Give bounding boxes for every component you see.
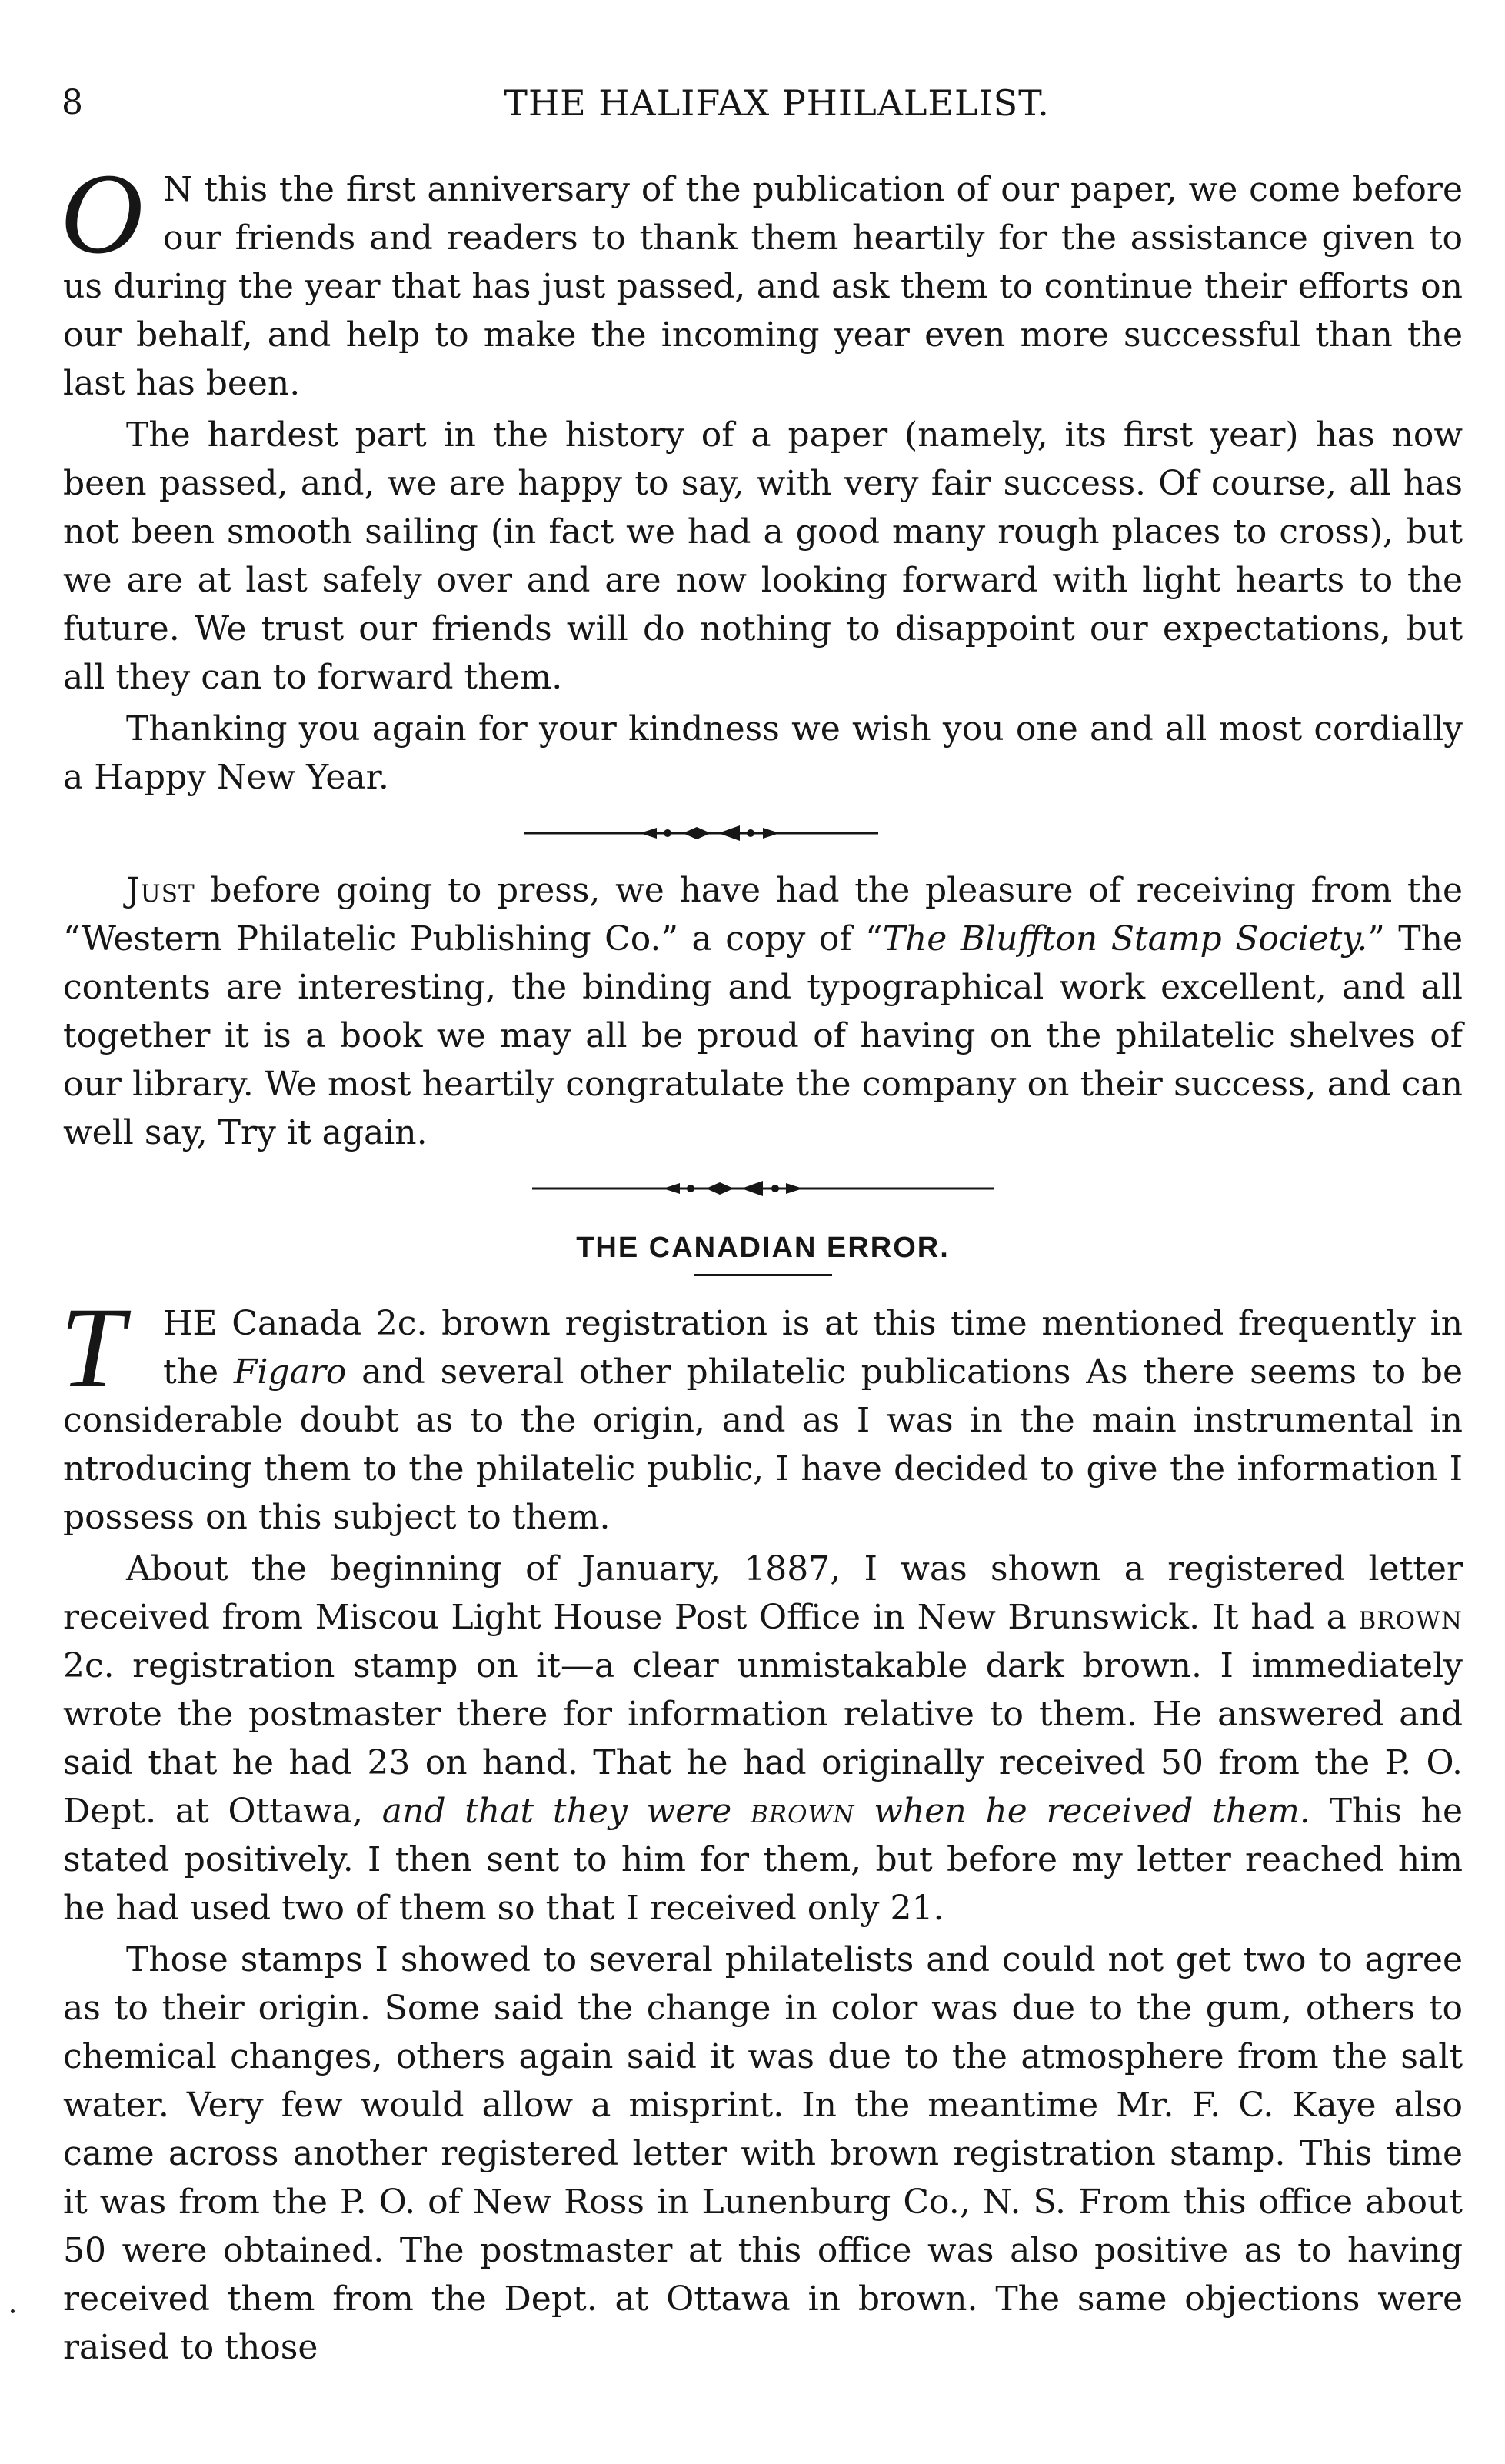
brown-smallcaps-1: brown bbox=[1358, 1598, 1463, 1637]
page-body bbox=[60, 150, 1463, 2372]
drop-cap-o: O bbox=[60, 150, 144, 278]
print-speck bbox=[11, 2309, 15, 2313]
ornamental-rule-2 bbox=[63, 1157, 1463, 1222]
editorial-paragraph-1-text: N this the first anniversary of the publication of our paper, we come before our friends and readers to thank them heartily for the assistance given to us during the year that has just passed, and ask them to continue their efforts on our behalf, and help to make the incoming year even more successful than the last has been. bbox=[63, 170, 1463, 403]
article-p2-italic-b: when he received them. bbox=[854, 1792, 1310, 1831]
page-header bbox=[62, 80, 1461, 134]
page-number: 8 bbox=[62, 83, 83, 122]
figaro-title: Figaro bbox=[233, 1352, 347, 1392]
editorial-paragraph-2: The hardest part in the history of a paper (namely, its first year) has now been passed, and, we are happy to say, with very fair success. Of course, all has not been smooth sailing (in fact we had a good many rough places to cross), but we are at last safely over and are now looking forward with light hearts to the future. We trust our friends will do nothing to disappoint our expectations, but all they can to forward them. bbox=[63, 415, 1463, 697]
brown-smallcaps-2: brown bbox=[751, 1792, 855, 1831]
article-p2-text-a: About the beginning of January, 1887, I was shown a registered letter received from Miscou Light House Post Office in New Brunswick. It had a bbox=[63, 1549, 1463, 1637]
article-p1-text-b: and several other philatelic publications As there seems to be considerable doubt as to the origin, and as I was in the main instrumental in ntroducing them to the philatelic public, I have decided to give the information I possess on this subject to them. bbox=[63, 1352, 1463, 1537]
bluffton-notice-paragraph bbox=[63, 866, 1463, 1157]
ornamental-rule-1 bbox=[63, 802, 1463, 866]
notice-text-a: before going to press, we have had the pleasure of receiving from the “Western Philatelic Publishing Co.” a copy of “ bbox=[63, 871, 1463, 959]
article-paragraph-1 bbox=[60, 1284, 1463, 1542]
editorial-paragraph-1 bbox=[60, 150, 1463, 408]
article-paragraph-2 bbox=[63, 1545, 1463, 1932]
editorial-paragraph-3: Thanking you again for your kindness we wish you one and all most cordially a Happy New Year. bbox=[63, 709, 1463, 797]
notice-book-title: The Bluffton Stamp Society. bbox=[882, 919, 1368, 959]
article-paragraph-3: Those stamps I showed to several philatelists and could not get two to agree as to their origin. Some said the change in color was due to the gum, others to chemical changes, others again said it was due to the atmosphere from the salt water. Very few would allow a misprint. In the meantime Mr. F. C. Kaye also came across another registered letter with brown registration stamp. This time it was from the P. O. of New Ross in Lunenburg Co., N. S. From this office about 50 were obtained. The postmaster at this office was also positive as to having received them from the Dept. at Ottawa in brown. The same objections were raised to those bbox=[63, 1940, 1463, 2367]
article-p2-italic-a: and that they were bbox=[381, 1792, 751, 1831]
ornament-divider-icon bbox=[532, 1177, 994, 1200]
article-p1-text-a: HE Canada 2c. brown registration is at this time mentioned frequently in the bbox=[163, 1304, 1463, 1392]
drop-cap-t: T bbox=[60, 1284, 125, 1412]
article-heading-block bbox=[63, 1226, 1463, 1276]
ornament-divider-icon bbox=[524, 822, 878, 845]
notice-text-b: ” The contents are interesting, the binding and typographical work excellent, and all together it is a book we may all be proud of having on the philatelic shelves of our library. We most heartily congratulate the company on their success, and can well say, Try it again. bbox=[63, 919, 1463, 1152]
article-heading: THE CANADIAN ERROR. bbox=[576, 1232, 950, 1264]
running-title: THE HALIFAX PHILALELIST. bbox=[504, 82, 1050, 124]
notice-lead-word: Just bbox=[126, 871, 195, 910]
article-p2-text-c: This he stated positively. I then sent to him for them, but before my letter reached him he had used two of them so that I received only 21. bbox=[63, 1792, 1463, 1928]
article-p2-text-b: 2c. registration stamp on it—a clear unmistakable dark brown. I immediately wrote the postmaster there for information relative to them. He answered and said that he had 23 on hand. That he had originally received 50 from the P. O. Dept. at Ottawa, bbox=[63, 1646, 1463, 1831]
